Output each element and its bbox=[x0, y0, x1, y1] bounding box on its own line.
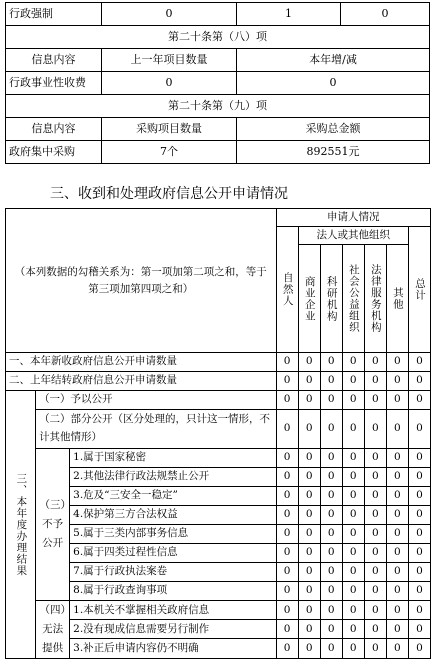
col-header-social: 社会公益组织 bbox=[342, 245, 364, 353]
cell-value: 0 bbox=[386, 410, 408, 449]
row-label: （一）予以公开 bbox=[36, 391, 277, 410]
table-row bbox=[6, 410, 431, 449]
cell-value: 0 bbox=[320, 372, 342, 391]
cell-value: 0 bbox=[276, 601, 298, 620]
cell-value: 0 bbox=[342, 449, 364, 468]
cell-value: 0 bbox=[386, 468, 408, 487]
table-row bbox=[6, 620, 431, 639]
cell-value: 0 bbox=[276, 620, 298, 639]
table-row bbox=[6, 525, 431, 544]
cell-value: 0 bbox=[298, 353, 320, 372]
cell-value: 0 bbox=[102, 3, 237, 26]
cell-value: 0 bbox=[298, 544, 320, 563]
cell-value: 0 bbox=[298, 391, 320, 410]
cell-value: 0 bbox=[386, 544, 408, 563]
cell-value: 0 bbox=[342, 639, 364, 658]
table-row bbox=[6, 544, 431, 563]
row-label: 2.其他法律行政法规禁止公开 bbox=[70, 468, 276, 487]
cell-value: 0 bbox=[364, 582, 386, 601]
cell-value: 0 bbox=[298, 639, 320, 658]
table-row bbox=[6, 49, 430, 72]
cell-value: 0 bbox=[342, 391, 364, 410]
cell-value: 0 bbox=[320, 506, 342, 525]
cell-value: 0 bbox=[408, 506, 430, 525]
cell-value: 0 bbox=[386, 372, 408, 391]
table-row bbox=[6, 141, 430, 164]
cell-value: 0 bbox=[276, 487, 298, 506]
cell-value: 0 bbox=[342, 506, 364, 525]
cell-value: 0 bbox=[386, 506, 408, 525]
row-label: 政府集中采购 bbox=[6, 141, 102, 164]
cell-value: 0 bbox=[386, 525, 408, 544]
cell-value: 0 bbox=[237, 72, 430, 95]
cell-value: 0 bbox=[320, 487, 342, 506]
cell-value: 0 bbox=[342, 563, 364, 582]
cell-value: 0 bbox=[408, 525, 430, 544]
cell-value: 0 bbox=[342, 544, 364, 563]
table-row bbox=[6, 391, 431, 410]
cell-value: 0 bbox=[342, 468, 364, 487]
cell-value: 0 bbox=[364, 525, 386, 544]
row-label: 3.补正后申请内容仍不明确 bbox=[70, 639, 276, 658]
cell-value: 0 bbox=[320, 639, 342, 658]
cell-value: 0 bbox=[320, 410, 342, 449]
section-header: 第二十条第（九）项 bbox=[6, 95, 430, 118]
cell-value: 0 bbox=[408, 582, 430, 601]
cell-value: 0 bbox=[298, 601, 320, 620]
cell-value: 0 bbox=[276, 639, 298, 658]
cell-value: 0 bbox=[364, 487, 386, 506]
cell-value: 0 bbox=[342, 410, 364, 449]
cell-value: 0 bbox=[386, 353, 408, 372]
cell-value: 0 bbox=[342, 620, 364, 639]
cell-value: 0 bbox=[320, 525, 342, 544]
cell-value: 0 bbox=[386, 620, 408, 639]
column-header: 本年增/减 bbox=[237, 49, 430, 72]
cell-value: 0 bbox=[298, 525, 320, 544]
cell-value: 0 bbox=[320, 563, 342, 582]
cell-value: 0 bbox=[364, 563, 386, 582]
section-title: 三、收到和处理政府信息公开申请情况 bbox=[50, 186, 288, 202]
column-header: 采购总金额 bbox=[237, 118, 430, 141]
table-row bbox=[6, 118, 430, 141]
cell-value: 0 bbox=[276, 449, 298, 468]
cell-value: 0 bbox=[276, 544, 298, 563]
row-label: 3.危及“三安全一稳定” bbox=[70, 487, 276, 506]
cell-value: 0 bbox=[342, 487, 364, 506]
table-row bbox=[6, 639, 431, 658]
cell-value: 0 bbox=[364, 601, 386, 620]
cell-value: 0 bbox=[408, 468, 430, 487]
table-row bbox=[6, 563, 431, 582]
table-row bbox=[6, 26, 430, 49]
cell-value: 0 bbox=[408, 410, 430, 449]
result-group-label: 三、本年度办理结果 bbox=[6, 391, 36, 659]
cell-value: 0 bbox=[408, 487, 430, 506]
cell-value: 0 bbox=[276, 525, 298, 544]
cell-value: 0 bbox=[408, 563, 430, 582]
table-row bbox=[6, 209, 431, 227]
cell-value: 0 bbox=[298, 468, 320, 487]
column-header: 上一年项目数量 bbox=[102, 49, 237, 72]
table-row bbox=[6, 449, 431, 468]
section-header: 第二十条第（八）项 bbox=[6, 26, 430, 49]
cell-value: 0 bbox=[298, 620, 320, 639]
table-row bbox=[6, 601, 431, 620]
table-row bbox=[6, 3, 430, 26]
cell-value: 0 bbox=[320, 468, 342, 487]
disclosure-summary-table bbox=[5, 2, 430, 164]
cell-value: 0 bbox=[276, 353, 298, 372]
cell-value: 0 bbox=[386, 639, 408, 658]
row-label: 6.属于四类过程性信息 bbox=[70, 544, 276, 563]
cell-value: 892551元 bbox=[237, 141, 430, 164]
col-header-business: 商业企业 bbox=[298, 245, 320, 353]
cell-value: 0 bbox=[298, 487, 320, 506]
cell-value: 0 bbox=[276, 563, 298, 582]
cell-value: 0 bbox=[298, 449, 320, 468]
col-header-other: 其他 bbox=[386, 245, 408, 353]
cell-value: 0 bbox=[320, 620, 342, 639]
table-row bbox=[6, 95, 430, 118]
column-header: 信息内容 bbox=[6, 118, 102, 141]
cell-value: 0 bbox=[408, 544, 430, 563]
row-label: 2.没有现成信息需要另行制作 bbox=[70, 620, 276, 639]
cell-value: 0 bbox=[386, 582, 408, 601]
table-row bbox=[6, 353, 431, 372]
cell-value: 0 bbox=[386, 449, 408, 468]
cell-value: 0 bbox=[298, 372, 320, 391]
cell-value: 0 bbox=[342, 372, 364, 391]
cell-value: 0 bbox=[408, 601, 430, 620]
note-cell: （本列数据的勾稽关系为：第一项加第二项之和，等于第三项加第四项之和） bbox=[6, 209, 277, 353]
row-label: 1.属于国家秘密 bbox=[70, 449, 276, 468]
cell-value: 0 bbox=[408, 449, 430, 468]
table-row bbox=[6, 506, 431, 525]
cell-value: 0 bbox=[364, 353, 386, 372]
cell-value: 0 bbox=[320, 353, 342, 372]
cell-value: 0 bbox=[364, 410, 386, 449]
application-table bbox=[5, 208, 431, 659]
cell-value: 0 bbox=[276, 391, 298, 410]
legal-org-header: 法人或其他组织 bbox=[298, 227, 408, 245]
cell-value: 0 bbox=[342, 582, 364, 601]
cell-value: 0 bbox=[341, 3, 430, 26]
cell-value: 0 bbox=[320, 544, 342, 563]
row-label: 一、本年新收政府信息公开申请数量 bbox=[6, 353, 277, 372]
cell-value: 0 bbox=[364, 391, 386, 410]
table-row bbox=[6, 468, 431, 487]
cell-value: 0 bbox=[386, 391, 408, 410]
cell-value: 0 bbox=[364, 372, 386, 391]
cell-value: 0 bbox=[408, 639, 430, 658]
cell-value: 0 bbox=[408, 391, 430, 410]
cell-value: 0 bbox=[102, 72, 237, 95]
cell-value: 0 bbox=[276, 582, 298, 601]
cell-value: 0 bbox=[342, 525, 364, 544]
row-label: 行政强制 bbox=[6, 3, 102, 26]
table-row bbox=[6, 72, 430, 95]
cell-value: 0 bbox=[320, 582, 342, 601]
table-row bbox=[6, 372, 431, 391]
row-label: 二、上年结转政府信息公开申请数量 bbox=[6, 372, 277, 391]
column-header: 采购项目数量 bbox=[102, 118, 237, 141]
cell-value: 0 bbox=[276, 410, 298, 449]
cell-value: 0 bbox=[364, 506, 386, 525]
cell-value: 0 bbox=[408, 353, 430, 372]
row-label: 8.属于行政查询事项 bbox=[70, 582, 276, 601]
cell-value: 0 bbox=[320, 601, 342, 620]
cell-value: 0 bbox=[386, 487, 408, 506]
cell-value: 0 bbox=[364, 468, 386, 487]
cell-value: 0 bbox=[386, 563, 408, 582]
cell-value: 0 bbox=[408, 620, 430, 639]
cell-value: 1 bbox=[237, 3, 341, 26]
applicant-header: 申请人情况 bbox=[276, 209, 430, 227]
cell-value: 0 bbox=[320, 449, 342, 468]
cell-value: 0 bbox=[276, 468, 298, 487]
cell-value: 0 bbox=[364, 620, 386, 639]
row-label: 行政事业性收费 bbox=[6, 72, 102, 95]
cell-value: 0 bbox=[386, 601, 408, 620]
unable-group-label: （四）无法提供 bbox=[36, 601, 70, 659]
row-label: 1.本机关不掌握相关政府信息 bbox=[70, 601, 276, 620]
col-header-law: 法律服务机构 bbox=[364, 245, 386, 353]
cell-value: 7个 bbox=[102, 141, 237, 164]
row-label: 4.保护第三方合法权益 bbox=[70, 506, 276, 525]
col-header-natural: 自然人 bbox=[276, 227, 298, 353]
cell-value: 0 bbox=[364, 449, 386, 468]
row-label: 7.属于行政执法案卷 bbox=[70, 563, 276, 582]
col-header-research: 科研机构 bbox=[320, 245, 342, 353]
cell-value: 0 bbox=[298, 582, 320, 601]
cell-value: 0 bbox=[276, 372, 298, 391]
cell-value: 0 bbox=[364, 639, 386, 658]
cell-value: 0 bbox=[320, 391, 342, 410]
cell-value: 0 bbox=[298, 410, 320, 449]
row-label: （二）部分公开（区分处理的，只计这一情形，不计其他情形） bbox=[36, 410, 277, 449]
withhold-group-label: （三）不予公开 bbox=[36, 449, 70, 601]
cell-value: 0 bbox=[342, 353, 364, 372]
table-row bbox=[6, 582, 431, 601]
cell-value: 0 bbox=[276, 506, 298, 525]
row-label: 5.属于三类内部事务信息 bbox=[70, 525, 276, 544]
cell-value: 0 bbox=[298, 506, 320, 525]
cell-value: 0 bbox=[408, 372, 430, 391]
cell-value: 0 bbox=[342, 601, 364, 620]
column-header: 信息内容 bbox=[6, 49, 102, 72]
table-row bbox=[6, 487, 431, 506]
cell-value: 0 bbox=[298, 563, 320, 582]
col-header-total: 总计 bbox=[408, 227, 430, 353]
cell-value: 0 bbox=[364, 544, 386, 563]
